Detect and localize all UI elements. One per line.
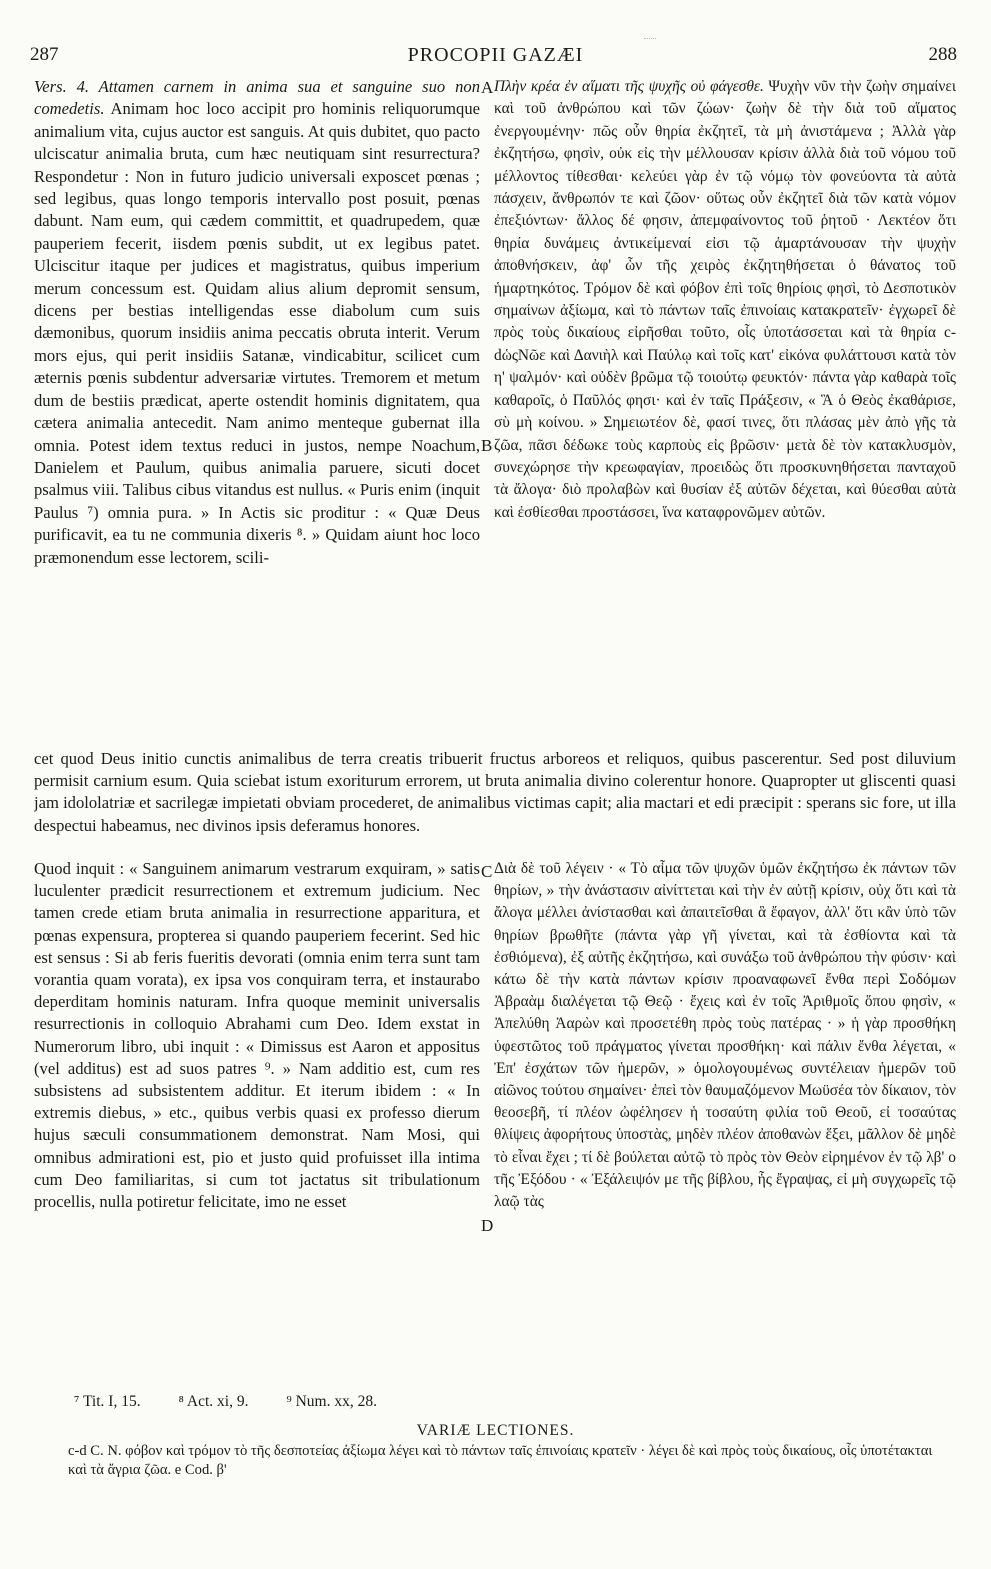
greek-column-top (494, 76, 956, 748)
greek-verse-lemma: Πλὴν κρέα ἐν αἵματι τῆς ψυχῆς οὐ φάγεσθε. (494, 78, 764, 95)
latin-commentary: Animam hoc loco accipit pro hominis reliquorumque animalium vita, cujus auctor est sanguis. At quis dubitet, quo pacto ulciscatur animalia bruta, cum hæc neutiquam sint resurrectura? Respondetur : Non in futuro judicio universali exposcet pœnas ; sed legibus, quas longo temporis intervallo post posuit, pœnas dabunt. Nam eum, qui cædem committit, et quadrupedem, quæ pauperiem fecerit, iisdem pœnis subdit, ut ex legibus patet. Ulciscitur itaque per judices et magistratus, quibus imperium merum concessum est. Quidam alius alium depromit sensum, dicens per bestias intelligendas esse diabolum cum suis dæmonibus, quorum insidiis anima peccatis obruta interit. Verum mors ejus, qui perit insidiis Satanæ, vindicabitur, scilicet cum æternis pœnis subdentur adversariæ virtutes. Tremorem et metum dum de bestiis prædicat, aperte ostendit hominis dignitatem, qua cætera animalia antecedit. Nam animo menteque gubernat illa omnia. Potest idem textus reduci in justos, nempe Noachum, Danielem et Paulum, quibus animalia paruere, sicuti docet psalmus viii. Talibus cibus vitandus est nullus. « Puris enim (inquit Paulus ⁷) omnia pura. » In Actis sic proditur : « Quæ Deus purificavit, ea tu ne communia dixeris ⁸. » Quidam aiunt hoc loco præmonendum esse lectorem, scili- (34, 99, 480, 567)
margin-marker-d: D (481, 1216, 494, 1235)
latin-continuation: cet quod Deus initio cunctis animalibus de terra creatis tribuerit fructus arboreos et reliquos, quibus pascerentur. Sed post diluvium permisit carnium esum. Quia sciebat istum exoriturum errorem, ut bruta animalia divino colerentur honore. Quapropter ut gliscenti quasi jam idololatriæ et sacrilegæ impietati obviam procederet, de animalibus victimas capit; alia mactari et edi præcipit : sperans sic fore, ut illa despectui habeamus, nec divinos ipsis deferamus honores. (34, 749, 956, 835)
scan-mark (644, 38, 656, 40)
latin-paragraph (34, 76, 480, 569)
running-title: PROCOPII GAZÆI (407, 44, 584, 66)
latin-column-bottom (34, 858, 480, 1386)
footnotes (74, 1392, 934, 1412)
greek-paragraph (494, 76, 956, 524)
margin-marker-a: A (481, 78, 494, 97)
page-number-left: 287 (30, 44, 59, 65)
latin-full-width-text (34, 748, 956, 858)
latin-verse-lemma: Vers. 4. Attamen carnem in anima sua et sanguine suo non comedetis. (34, 77, 480, 119)
margin-marker-c: C (481, 862, 493, 881)
footnote-9: ⁹ Num. xx, 28. (286, 1393, 377, 1410)
latin-commentary-bottom: Quod inquit : « Sanguinem animarum vestrarum exquiram, » satis luculenter prædicit resurrectionem et extremum judicium. Nec tamen crede etiam bruta animalia in resurrectione apparitura, et pœnas expensura, propterea si quando pauperiem fecerint. Sed hic est sensus : Si ab feris fueritis devorati (omnia enim terra sunt tam vorantia quam vorata), ex ipsa vos conquiram terra, et instaurabo deperditam hominis naturam. Infra quoque meminit universalis resurrectionis in colloquio Abrahami cum Deo. Idem exstat in Numerorum libro, ubi inquit : « Dimissus est Aaron et appositus (vel additus) est ad suos patres ⁹. » Nam additio est, cum res subsistens ad subsistentem additur. Et iterum ibidem : « In extremis diebus, » etc., quibus verbis quasi ex professo dierum hujus sæculi consummationem demonstrat. Nam Mosi, qui omnibus admirationi est, pio et justo quid profuisset illa intima cum Deo familiaritas, si cum tot jactatus sit tribulationum procellis, nulla potiretur felicitate, imo ne esset (34, 859, 480, 1212)
variae-lectiones-title: VARIÆ LECTIONES. (416, 1422, 575, 1439)
greek-column-bottom (494, 858, 956, 1386)
greek-commentary-bottom: Διὰ δὲ τοῦ λέγειν · « Τὸ αἷμα τῶν ψυχῶν ὑμῶν ἐκζητήσω ἐκ πάντων τῶν θηρίων, » τὴν ἀνάστασιν αἰνίττεται καὶ τὴν ἐν αὐτῇ κρίσιν, οὐχ ὅτι καὶ τὰ ἄλογα μέλλει ἀνίστασθαι καὶ ἀπαιτεῖσθαι ἃ ἔφαγον, ἀλλ' ὅτι κἂν ὑπὸ τῶν θηρίων βρωθῆτε (πάντα γὰρ γῆ γίνεται, καὶ τὰ ἐσθίοντα καὶ τὰ ἐσθιόμενα), ἐξ αὐτῆς ἐκζητήσω, καὶ συνάξω τοῦ ἀνθρώπου τὴν φύσιν· καὶ κάτω δὲ τὴν κατὰ πάντων κρίσιν προαναφωνεῖ ἔνθα περὶ Σοδόμων Ἀβραὰμ διαλέγεται τῷ Θεῷ · ἔχεις καὶ ἐν τοῖς Ἀριθμοῖς ὅπου φησὶν, « Ἀπελύθη Ἀαρὼν καὶ προσετέθη πρὸς τοὺς πατέρας · » ἡ γὰρ προσθήκη ὑφεστῶτος τοῦ πράγματος γίνεται προσθήκη· καὶ πάλιν ἔνθα λέγεται, « Ἐπ' ἐσχάτων τῶν ἡμερῶν, » ὁμολογουμένως συντέλειαν ἡμερῶν τοῦ αἰῶνος τούτου σημαίνει· ἐπεὶ τὸν θαυμαζόμενον Μωϋσέα τὸν δίκαιον, τὸν θεοσεβῆ, τί πλέον ὠφέλησεν ἡ τοσαύτη φιλία τοῦ Θεοῦ, εἰ τοσαύτας θλίψεις ἀφορήτους ὑποστὰς, μηδὲν πλέον ἀποθανὼν ἕξει, μᾶλλον δὲ μηδὲ τὸ εἶναι ἔχει ; τί δὲ βούλεται αὐτῷ τὸ πρὸς τὸν Θεὸν εἰρημένον ἐν τῷ λβ' ο τῆς Ἐξόδου · « Ἐξάλειψόν με τῆς βίβλου, ἧς ἔγραψας, εἰ μὴ συγχωρεῖς τῷ λαῷ τὰς (494, 860, 956, 1211)
latin-column-top (34, 76, 480, 748)
page-number-right: 288 (928, 44, 957, 65)
variae-lectiones-text: c-d C. N. φόβον καὶ τρόμον τὸ τῆς δεσποτείας ἀξίωμα λέγει καὶ τὸ πάντων ταῖς ἐπινοίαις κρατεῖν · λέγει δὲ καὶ πρὸς τοὺς δικαίους, οἷς ὑποτέτακται καὶ τὰ ἄγρια ζῶα. e Cod. β' (68, 1443, 933, 1478)
margin-marker-b: B (481, 436, 493, 455)
footnote-7: ⁷ Tit. I, 15. (74, 1393, 141, 1410)
footnote-8: ⁸ Act. xi, 9. (178, 1393, 249, 1410)
greek-commentary: Ψυχὴν νῦν τὴν ζωὴν σημαίνει καὶ τοῦ ἀνθρώπου καὶ τῶν ζώων· ζωὴν δὲ τὴν διὰ τοῦ αἵματος ἐνεργουμένην· πῶς οὖν θηρία ἐκζητεῖ, τὰ μὴ ἀνιστάμενα ; Ἀλλὰ γὰρ ἐκζητήσω, φησὶν, οὐκ εἰς τὴν μέλλουσαν κρίσιν ἀλλὰ διὰ τοῦ νόμου τοῦ μέλλοντος τίθεσθαι· κελεύει γὰρ ἐν τῷ νόμῳ τὸν φονεύοντα τὰ αὐτὰ πάσχειν, ἄνθρωπόν τε καὶ ζῶον· οὕτως οὖν ἐκζητεῖ διὰ τῶν κατὰ νόμον ἐπεξιόντων· ἄλλος δέ φησιν, ἀπεμφαίνοντος τοῦ ῥητοῦ · Λεκτέον ὅτι θηρία δυνάμεις ἀντικείμεναί εἰσι τῷ ἁμαρτάνουσαν τὴν ψυχὴν ἀποθνήσκειν, ἀφ' ὧν τῆς χειρὸς ἐκζητηθήσεται ὁ θάνατος τοῦ ἡμαρτηκότος. Τρόμον δὲ καὶ φόβον ἐπὶ τοῖς θηρίοις φησὶ, τὸ Δεσποτικὸν σημαίνων ἀξίωμα, καὶ τὸ πάντων ταῖς ἐπινοίαις κατακρατεῖν· ἐγχωρεῖ δὲ πρὸς τοὺς δικαίους εἰρῆσθαι τοῦτο, οἷς ὑποτάσσεται καὶ τὰ θηρία c-dὡςΝῶε καὶ Δανιὴλ καὶ Παύλῳ καὶ τοῖς κατ' εἰκόνα φυλάττουσι κατὰ τὸν η' ψαλμόν· καὶ οὐδὲν βρῶμα τῷ τοιούτῳ φευκτόν· πάντα γὰρ καθαρὰ τοῖς καθαροῖς, ὁ Παῦλός φησι· καὶ ἐν ταῖς Πράξεσιν, « Ἃ ὁ Θεὸς ἐκαθάρισε, σὺ μὴ κοίνου. » Σημειωτέον δὲ, φασί τινες, ὅτι πλάσας μὲν ἀπὸ γῆς τὰ ζῶα, πᾶσι δέδωκε τοὺς καρποὺς εἰς βρῶσιν· μετὰ δὲ τὸν κατακλυσμὸν, συνεχώρησε τὴν κρεωφαγίαν, προειδὼς ὅτι προσκυνηθήσεται πανταχοῦ τὰ ἄλογα· διὸ προλαβὼν καὶ θυσίαν ἐξ αὐτῶν δέχεται, καὶ θύεσθαι αὐτὰ καὶ ἐσθίεσθαι προστάσσει, ἵνα καταφρονῶμεν αὐτῶν. (494, 78, 956, 521)
